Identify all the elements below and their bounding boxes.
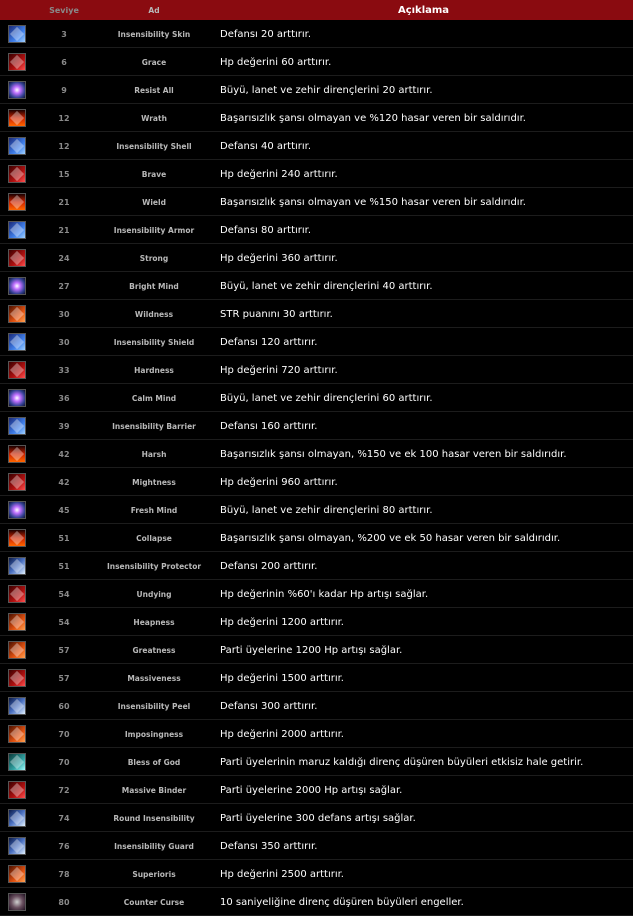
- level-cell: 76: [58, 841, 70, 851]
- level-cell: 12: [58, 141, 70, 151]
- icon-cell: [0, 193, 34, 211]
- description-cell: Başarısızlık şansı olmayan, %200 ve ek 50 hasar veren bir saldırıdır.: [220, 532, 561, 544]
- level-cell: 27: [58, 281, 70, 291]
- table-row: [0, 525, 633, 552]
- table-row: [0, 133, 633, 160]
- table-row: [0, 805, 633, 832]
- level-cell: 3: [61, 29, 67, 39]
- description-cell: Defansı 40 arttırır.: [220, 140, 312, 152]
- table-row: [0, 693, 633, 720]
- icon-cell: [0, 389, 34, 407]
- orange-slash-icon: [8, 305, 26, 323]
- icon-cell: [0, 25, 34, 43]
- icon-cell: [0, 81, 34, 99]
- table-row: [0, 889, 633, 916]
- icon-cell: [0, 445, 34, 463]
- purple-orb-icon: [8, 81, 26, 99]
- skill-name-cell: Wrath: [141, 113, 167, 123]
- table-row: [0, 861, 633, 888]
- blue-white-shield-icon: [8, 697, 26, 715]
- icon-cell: [0, 501, 34, 519]
- description-cell: Hp değerini 960 arttırır.: [220, 476, 338, 488]
- table-row: [0, 581, 633, 608]
- header-name: Ad: [148, 5, 160, 15]
- level-cell: 78: [58, 869, 70, 879]
- table-row: [0, 273, 633, 300]
- description-cell: Hp değerini 60 arttırır.: [220, 56, 332, 68]
- icon-cell: [0, 725, 34, 743]
- table-row: [0, 833, 633, 860]
- table-row: [0, 413, 633, 440]
- level-cell: 30: [58, 337, 70, 347]
- description-cell: Hp değerini 720 arttırır.: [220, 364, 338, 376]
- level-cell: 42: [58, 449, 70, 459]
- icon-cell: [0, 557, 34, 575]
- level-cell: 57: [58, 645, 70, 655]
- flame-pillar-icon: [8, 109, 26, 127]
- red-burst-icon: [8, 865, 26, 883]
- table-row: [0, 329, 633, 356]
- table-row: [0, 469, 633, 496]
- teal-figure-icon: [8, 753, 26, 771]
- icon-cell: [0, 837, 34, 855]
- blue-white-shield-icon: [8, 557, 26, 575]
- gray-orb-icon: [8, 893, 26, 911]
- description-cell: Defansı 300 arttırır.: [220, 700, 318, 712]
- description-cell: Büyü, lanet ve zehir dirençlerini 20 arttırır.: [220, 84, 433, 96]
- icon-cell: [0, 361, 34, 379]
- table-row: [0, 553, 633, 580]
- icon-cell: [0, 641, 34, 659]
- blue-sword-icon: [8, 333, 26, 351]
- red-armor-icon: [8, 53, 26, 71]
- icon-cell: [0, 893, 34, 911]
- level-cell: 42: [58, 477, 70, 487]
- table-row: [0, 217, 633, 244]
- icon-cell: [0, 529, 34, 547]
- header-level: Seviye: [49, 5, 79, 15]
- description-cell: Hp değerini 240 arttırır.: [220, 168, 338, 180]
- flame-pillar-icon: [8, 529, 26, 547]
- red-burst-icon: [8, 613, 26, 631]
- blue-sword-icon: [8, 417, 26, 435]
- level-cell: 33: [58, 365, 70, 375]
- description-cell: Hp değerini 2000 arttırır.: [220, 728, 344, 740]
- skill-name-cell: Massiveness: [127, 673, 181, 683]
- flame-pillar-icon: [8, 193, 26, 211]
- red-burst-icon: [8, 725, 26, 743]
- skill-name-cell: Insensibility Barrier: [112, 421, 196, 431]
- level-cell: 21: [58, 225, 70, 235]
- description-cell: Başarısızlık şansı olmayan ve %120 hasar veren bir saldırıdır.: [220, 112, 526, 124]
- description-cell: Büyü, lanet ve zehir dirençlerini 60 arttırır.: [220, 392, 433, 404]
- skill-name-cell: Calm Mind: [131, 393, 177, 403]
- level-cell: 51: [58, 533, 70, 543]
- level-cell: 6: [61, 57, 67, 67]
- table-row: [0, 665, 633, 692]
- icon-cell: [0, 809, 34, 827]
- skill-name-cell: Round Insensibility: [113, 813, 195, 823]
- description-cell: Büyü, lanet ve zehir dirençlerini 80 arttırır.: [220, 504, 433, 516]
- purple-orb-icon: [8, 389, 26, 407]
- flame-pillar-icon: [8, 445, 26, 463]
- description-cell: Hp değerini 1500 arttırır.: [220, 672, 344, 684]
- red-armor-icon: [8, 165, 26, 183]
- skill-name-cell: Brave: [141, 169, 167, 179]
- skill-name-cell: Undying: [136, 589, 172, 599]
- icon-cell: [0, 249, 34, 267]
- description-cell: Parti üyelerine 1200 Hp artışı sağlar.: [220, 644, 403, 656]
- skill-name-cell: Massive Binder: [121, 785, 187, 795]
- icon-cell: [0, 753, 34, 771]
- description-cell: Hp değerini 360 arttırır.: [220, 252, 338, 264]
- description-cell: Başarısızlık şansı olmayan ve %150 hasar veren bir saldırıdır.: [220, 196, 526, 208]
- blue-white-shield-icon: [8, 809, 26, 827]
- table-row: [0, 49, 633, 76]
- icon-cell: [0, 865, 34, 883]
- table-row: [0, 385, 633, 412]
- red-armor-icon: [8, 585, 26, 603]
- skill-name-cell: Bless of God: [127, 757, 181, 767]
- icon-cell: [0, 613, 34, 631]
- icon-cell: [0, 781, 34, 799]
- skill-name-cell: Insensibility Peel: [117, 701, 191, 711]
- table-row: [0, 161, 633, 188]
- level-cell: 70: [58, 729, 70, 739]
- skill-name-cell: Harsh: [141, 449, 167, 459]
- icon-cell: [0, 221, 34, 239]
- level-cell: 70: [58, 757, 70, 767]
- description-cell: Parti üyelerine 2000 Hp artışı sağlar.: [220, 784, 403, 796]
- icon-cell: [0, 53, 34, 71]
- level-cell: 12: [58, 113, 70, 123]
- table-row: [0, 441, 633, 468]
- icon-cell: [0, 473, 34, 491]
- table-row: [0, 301, 633, 328]
- skill-name-cell: Counter Curse: [123, 897, 185, 907]
- table-row: [0, 245, 633, 272]
- icon-cell: [0, 277, 34, 295]
- red-burst-icon: [8, 669, 26, 687]
- skill-name-cell: Insensibility Protector: [106, 561, 202, 571]
- skill-name-cell: Insensibility Guard: [114, 841, 194, 851]
- icon-cell: [0, 333, 34, 351]
- skill-name-cell: Insensibility Shell: [116, 141, 192, 151]
- description-cell: Parti üyelerinin maruz kaldığı direnç düşüren büyüleri etkisiz hale getirir.: [220, 756, 584, 768]
- level-cell: 24: [58, 253, 70, 263]
- purple-orb-icon: [8, 277, 26, 295]
- red-armor-icon: [8, 361, 26, 379]
- level-cell: 54: [58, 589, 70, 599]
- level-cell: 60: [58, 701, 70, 711]
- skill-name-cell: Resist All: [134, 85, 174, 95]
- blue-sword-icon: [8, 221, 26, 239]
- description-cell: Defansı 120 arttırır.: [220, 336, 318, 348]
- skill-name-cell: Bright Mind: [129, 281, 179, 291]
- skill-name-cell: Heapness: [133, 617, 175, 627]
- skill-name-cell: Collapse: [136, 533, 172, 543]
- table-row: [0, 749, 633, 776]
- description-cell: Defansı 80 arttırır.: [220, 224, 312, 236]
- icon-cell: [0, 109, 34, 127]
- level-cell: 54: [58, 617, 70, 627]
- level-cell: 39: [58, 421, 70, 431]
- skill-name-cell: Greatness: [132, 645, 176, 655]
- header-description: Açıklama: [397, 4, 450, 16]
- skill-name-cell: Mightness: [132, 477, 176, 487]
- skill-name-cell: Grace: [141, 57, 167, 67]
- level-cell: 72: [58, 785, 70, 795]
- skill-name-cell: Imposingness: [124, 729, 184, 739]
- level-cell: 15: [58, 169, 70, 179]
- blue-sword-icon: [8, 25, 26, 43]
- description-cell: STR puanını 30 arttırır.: [220, 308, 333, 320]
- level-cell: 9: [61, 85, 67, 95]
- skill-name-cell: Wildness: [134, 309, 174, 319]
- icon-cell: [0, 585, 34, 603]
- description-cell: Hp değerinin %60'ı kadar Hp artışı sağlar.: [220, 588, 429, 600]
- icon-cell: [0, 417, 34, 435]
- table-row: [0, 21, 633, 48]
- purple-orb-icon: [8, 501, 26, 519]
- description-cell: 10 saniyeliğine direnç düşüren büyüleri engeller.: [220, 896, 464, 908]
- description-cell: Hp değerini 2500 arttırır.: [220, 868, 344, 880]
- skill-name-cell: Wield: [142, 197, 166, 207]
- table-body: [0, 21, 633, 916]
- description-cell: Parti üyelerine 300 defans artışı sağlar.: [220, 812, 416, 824]
- level-cell: 74: [58, 813, 70, 823]
- red-armor-icon: [8, 249, 26, 267]
- skill-name-cell: Superioris: [132, 869, 176, 879]
- level-cell: 51: [58, 561, 70, 571]
- skill-name-cell: Insensibility Armor: [113, 225, 195, 235]
- table-row: [0, 721, 633, 748]
- level-cell: 57: [58, 673, 70, 683]
- table-row: [0, 357, 633, 384]
- red-armor-icon: [8, 473, 26, 491]
- description-cell: Defansı 160 arttırır.: [220, 420, 318, 432]
- table-row: [0, 77, 633, 104]
- description-cell: Büyü, lanet ve zehir dirençlerini 40 arttırır.: [220, 280, 433, 292]
- level-cell: 45: [58, 505, 70, 515]
- icon-cell: [0, 165, 34, 183]
- level-cell: 21: [58, 197, 70, 207]
- skill-name-cell: Fresh Mind: [130, 505, 178, 515]
- skill-name-cell: Insensibility Skin: [117, 29, 191, 39]
- red-burst-icon: [8, 641, 26, 659]
- icon-cell: [0, 669, 34, 687]
- table-row: [0, 497, 633, 524]
- level-cell: 36: [58, 393, 70, 403]
- table-row: [0, 105, 633, 132]
- table-row: [0, 637, 633, 664]
- level-cell: 80: [58, 897, 70, 907]
- red-burst-icon: [8, 781, 26, 799]
- skill-name-cell: Insensibility Shield: [113, 337, 195, 347]
- blue-sword-icon: [8, 137, 26, 155]
- description-cell: Başarısızlık şansı olmayan, %150 ve ek 100 hasar veren bir saldırıdır.: [220, 448, 567, 460]
- blue-white-shield-icon: [8, 837, 26, 855]
- description-cell: Defansı 200 arttırır.: [220, 560, 318, 572]
- description-cell: Defansı 20 arttırır.: [220, 28, 312, 40]
- icon-cell: [0, 305, 34, 323]
- skill-name-cell: Hardness: [134, 365, 174, 375]
- skill-name-cell: Strong: [139, 253, 169, 263]
- description-cell: Defansı 350 arttırır.: [220, 840, 318, 852]
- icon-cell: [0, 697, 34, 715]
- level-cell: 30: [58, 309, 70, 319]
- table-row: [0, 777, 633, 804]
- table-row: [0, 609, 633, 636]
- table-header: [0, 0, 633, 20]
- icon-cell: [0, 137, 34, 155]
- description-cell: Hp değerini 1200 arttırır.: [220, 616, 344, 628]
- table-row: [0, 189, 633, 216]
